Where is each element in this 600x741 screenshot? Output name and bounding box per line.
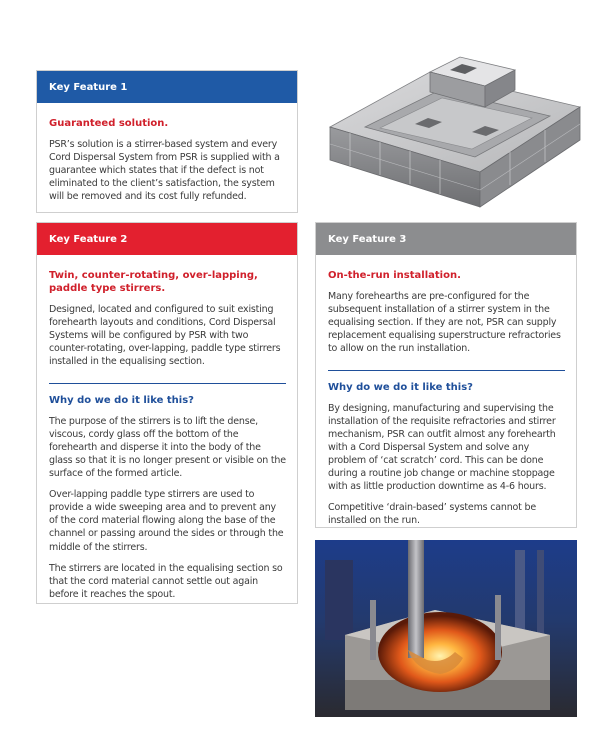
key-feature-2-why-paragraph: The stirrers are located in the equalising section so that the cord material cannot settle out again before it reaches the spout. [49, 562, 283, 600]
key-feature-1-paragraph: PSR’s solution is a stirrer-based system and every Cord Dispersal System from PSR is supplied with a guarantee which states that if the defect is not eliminated to the client’s satisfaction, the system will be removed and its cost fully refunded. [49, 139, 280, 203]
key-feature-2-why-paragraph: Over-lapping paddle type stirrers are used to provide a wide sweeping area and to prevent any of the cord material flowing along the base of the channel or passing around the sides or through the middle of the stirrers. [49, 489, 284, 553]
key-feature-1-card [36, 70, 298, 213]
divider [328, 370, 565, 371]
key-feature-2-why-paragraph: The purpose of the stirrers is to lift the dense, viscous, cordy glass off the bottom of the forehearth and disperse it into the body of the glass so that it is no longer present or visible on the surface of the formed article. [49, 415, 286, 479]
key-feature-3-subheading: Why do we do it like this? [328, 381, 473, 393]
key-feature-3-title: On-the-run installation. [328, 270, 461, 281]
key-feature-2-card [36, 222, 298, 604]
key-feature-2-subheading: Why do we do it like this? [49, 394, 194, 406]
refractory-block-illustration [310, 32, 590, 222]
key-feature-3-header: Key Feature 3 [316, 223, 576, 255]
key-feature-3-paragraph: Many forehearths are pre-configured for the subsequent installation of a stirrer system in the equalising section. If they are not, PSR can supply replacement equalising superstructure refractories to allow on the run installation. [328, 291, 561, 355]
key-feature-2-title: Twin, counter-rotating, over-lapping, paddle type stirrers. [49, 270, 258, 294]
key-feature-3-why-paragraph: By designing, manufacturing and supervising the installation of the requisite refractories and stirrer mechanism, PSR can outfit almost any forehearth with a Cord Dispersal System and solve any problem of ‘cat scratch’ cord. This can be done during a routine job change or machine stoppage with as little production downtime as 4-6 hours. [328, 402, 556, 493]
key-feature-3-card [315, 222, 577, 528]
key-feature-2-header: Key Feature 2 [37, 223, 297, 255]
key-feature-1-title: Guaranteed solution. [49, 118, 169, 129]
key-feature-1-header: Key Feature 1 [37, 71, 297, 103]
key-feature-3-why-paragraph: Competitive ‘drain-based’ systems cannot be installed on the run. [328, 502, 537, 527]
key-feature-2-paragraph: Designed, located and configured to suit existing forehearth layouts and conditions, Cord Dispersal Systems will be configured by PSR with two counter-rotating, over-lapping, paddle type stirrers installed in the equalising section. [49, 304, 281, 368]
furnace-stirrer-photo [315, 540, 577, 717]
divider [49, 383, 286, 384]
